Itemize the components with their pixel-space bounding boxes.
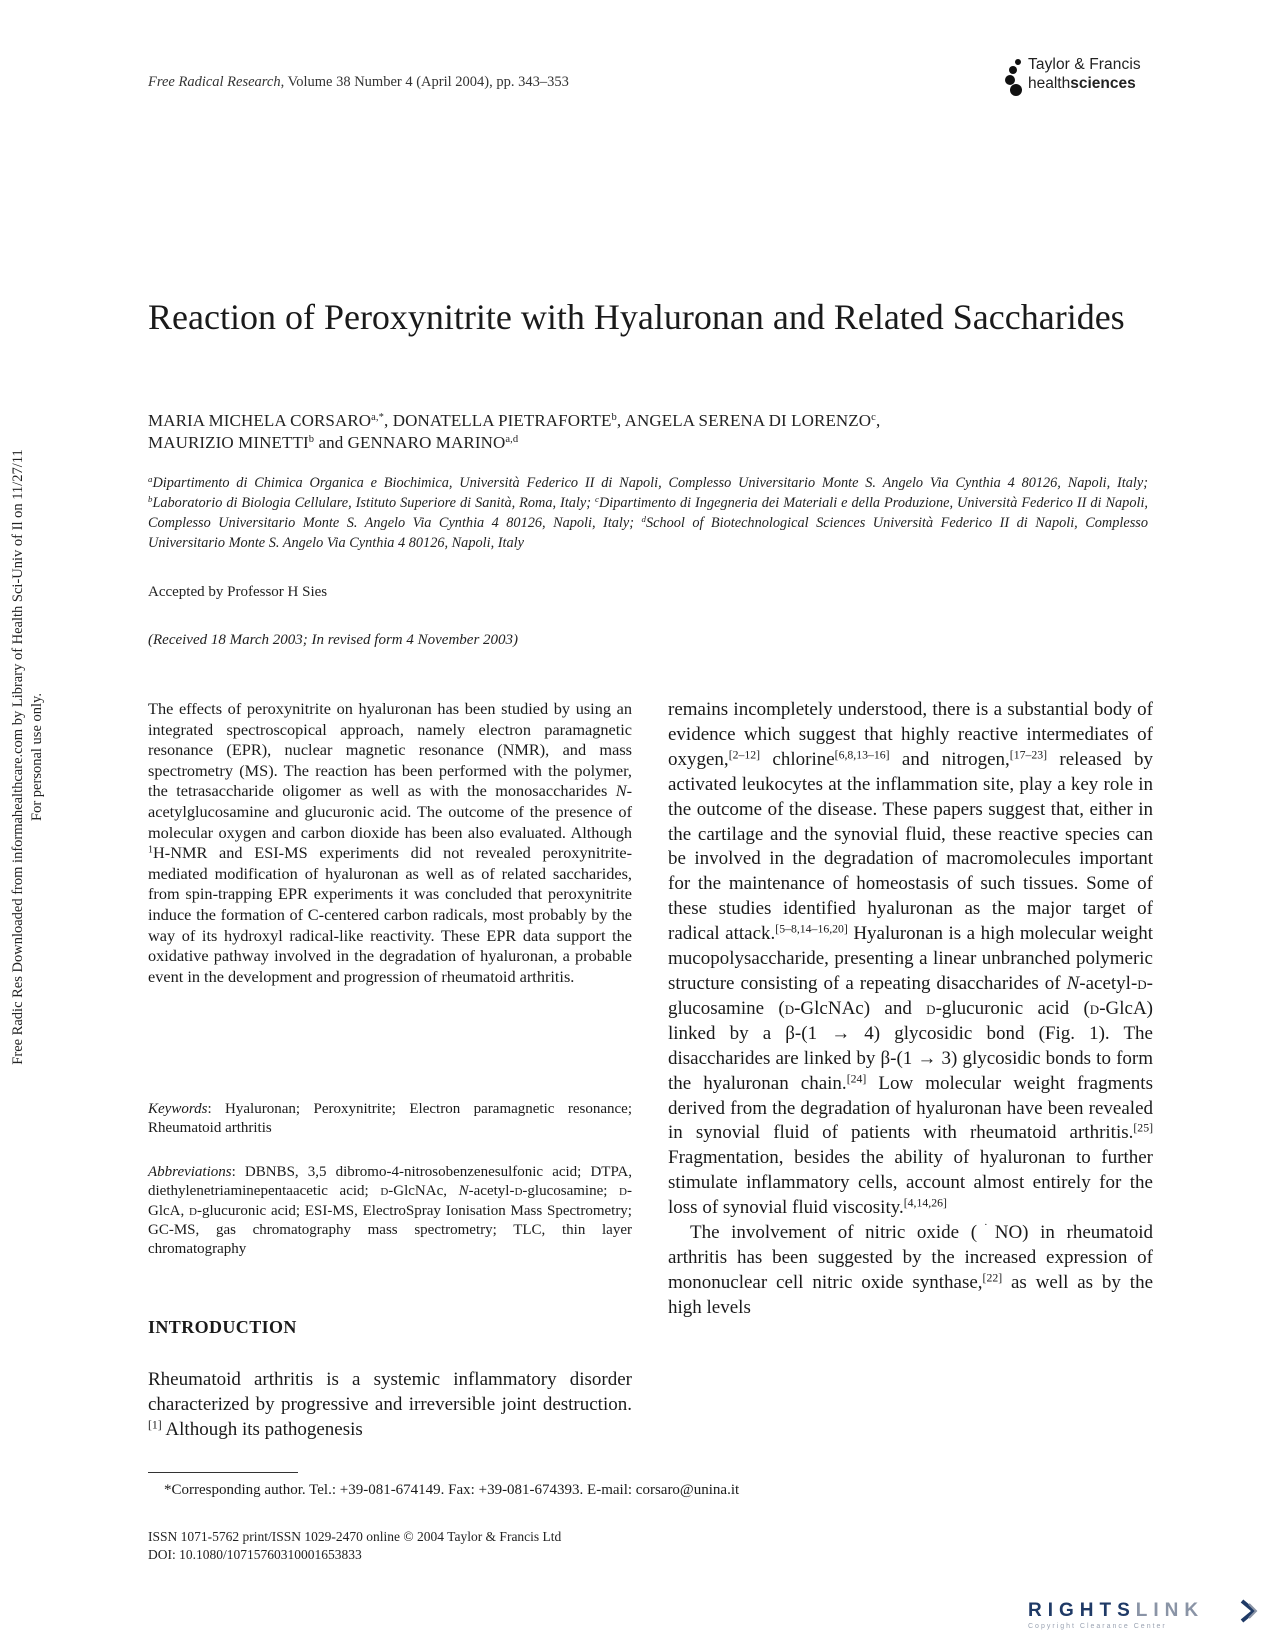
accepted-by: Accepted by Professor H Sies	[148, 584, 328, 600]
publisher-imprint: healthsciences	[1028, 75, 1136, 92]
issn-doi	[148, 1528, 561, 1564]
affiliation: Dipartimento di Ingegneria dei Materiali e della Produzione, Università Federico II di Napoli, Complesso Universitario Monte S. Angelo Via Cynthia 4 80126, Napoli, Italy;	[148, 495, 1148, 531]
citation: [4,14,26]	[903, 1196, 947, 1210]
journal-issue: , Volume 38 Number 4 (April 2004), pp. 343–353	[280, 74, 569, 90]
affiliation: Dipartimento di Chimica Organica e Biochimica, Università Federico II di Napoli, Complesso Universitario Monte S. Angelo Via Cynthia 4 80126, Napoli, Italy;	[152, 475, 1148, 491]
citation: [6,8,13–16]	[834, 748, 890, 762]
keywords-label: Keywords	[148, 1101, 208, 1117]
corresponding-author-footnote: *Corresponding author. Tel.: +39-081-674149. Fax: +39-081-674393. E-mail: corsaro@unina.it	[164, 1482, 740, 1498]
rightslink-arrow-icon	[1238, 1598, 1260, 1624]
publisher-logo-icon	[1004, 58, 1026, 96]
journal-name: Free Radical Research	[148, 74, 281, 90]
abbreviations: Abbreviations: DBNBS, 3,5 dibromo-4-nitrosobenzenesulfonic acid; DTPA, diethylenetriaminepentaacetic acid; d-GlcNAc, N-acetyl-d-glucosamine; d-GlcA, d-glucuronic acid; ESI-MS, ElectroSpray Ionisation Mass Spectrometry; GC-MS, gas chromatography mass spectrometry; TLC, thin layer chromatography	[148, 1164, 632, 1258]
issn-line: ISSN 1071-5762 print/ISSN 1029-2470 online © 2004 Taylor & Francis Ltd	[148, 1529, 562, 1544]
author: MARIA MICHELA CORSARO	[148, 411, 372, 430]
citation: [24]	[846, 1072, 867, 1086]
author-list: MARIA MICHELA $CORSARO^{a,*}$, DONATELLA PIETRAFORTE$^b$, ANGELA SERENA DI LORENZO$^c$, MAURIZIO MINETTI$^b$ and GENNARO MARINO$^{a,d}$	[148, 411, 881, 452]
download-stamp-line: For personal use only.	[29, 693, 45, 821]
citation: [5–8,14–16,20]	[775, 922, 848, 936]
rightslink-subtitle: Copyright Clearance Center	[1028, 1623, 1167, 1630]
citation: [2–12]	[728, 748, 761, 762]
affiliations: $^a$Dipartimento di Chimica Organica e Biochimica, Università Federico II di Napoli, Complesso Universitario Monte S. Angelo Via Cynthia 4 80126, Napoli, Italy; $^b$Laboratorio di Biologia Cellulare, Istituto Superiore di Sanità, Roma, Italy; $^c$Dipartimento di Ingegneria dei Materiali e della Produzione, Università Federico II di Napoli, Complesso Universitario Monte S. Angelo Via Cynthia 4 80126, Napoli, Italy; $^d$School of Biotechnological Sciences Università Federico II di Napoli, Complesso Universitario Monte S. Angelo Via Cynthia 4 80126, Napoli, Italy	[148, 474, 1148, 551]
author: ANGELA SERENA DI LORENZO	[624, 411, 872, 430]
received-dates: (Received 18 March 2003; In revised form 4 November 2003)	[148, 632, 519, 648]
introduction-text-right	[668, 698, 1153, 1321]
author: DONATELLA PIETRAFORTE	[392, 411, 612, 430]
article-title: Reaction of Peroxynitrite with Hyaluronan and Related Saccharides	[148, 297, 1125, 337]
author: GENNARO MARINO	[347, 433, 506, 452]
journal-citation	[148, 74, 569, 91]
abstract: The effects of peroxynitrite on hyaluronan has been studied by using an integrated spectroscopical approach, namely electron paramagnetic resonance (EPR), nuclear magnetic resonance (NMR), and mass spectrometry (MS). The reaction has been performed with the polymer, the tetrasaccharide oligomer as well as with the monosaccharides N-acetylglucosamine and glucuronic acid. The outcome of the presence of molecular oxygen and carbon dioxide has been also evaluated. Although $^1$H-NMR and ESI-MS experiments did not revealed peroxynitrite-mediated modification of hyaluronan as well as of related saccharides, from spin-trapping EPR experiments it was concluded that peroxynitrite induce the formation of C-centered carbon radicals, most probably by the way of its hydroxyl radical-like reactivity. These EPR data support the oxidative pathway involved in the degradation of hyaluronan, a probable event in the development and progression of rheumatoid arthritis.	[148, 699, 632, 986]
affiliation: School of Biotechnological Sciences Università Federico II di Napoli, Complesso Universitario Monte S. Angelo Via Cynthia 4 80126, Napoli, Italy	[148, 515, 1148, 551]
citation: [25]	[1133, 1121, 1153, 1135]
keywords: Keywords: Hyaluronan; Peroxynitrite; Electron paramagnetic resonance; Rheumatoid arthritis	[148, 1101, 632, 1136]
rightslink-logo[interactable]: RIGHTSLINK Copyright Clearance Center	[1028, 1598, 1258, 1634]
citation: [1]	[148, 1418, 162, 1432]
paragraph: The involvement of nitric oxide (˙NO) in rheumatoid arthritis has been suggested by the increased expression of mononuclear cell nitric oxide synthase,[22] as well as by the high levels	[668, 1221, 1154, 1318]
publisher-name: Taylor & Francis	[1028, 56, 1141, 73]
download-stamp	[0, 0, 70, 1651]
abbreviations-label: Abbreviations	[148, 1164, 232, 1180]
footnote-divider	[148, 1472, 298, 1473]
paragraph: remains incompletely understood, there is a substantial body of evidence which suggest that highly reactive intermediates of oxygen,[2–12] chlorine[6,8,13–16] and nitrogen,[17–23] released by activated leukocytes at the inflammation site, play a key role in the outcome of the disease. These papers suggest that, either in the cartilage and the synovial fluid, these reactive species can be involved in the degradation of macromolecules important for the maintenance of homeostasis of such tissues. Some of these studies identified hyaluronan as the major target of radical attack.[5–8,14–16,20] Hyaluronan is a high molecular weight mucopolysaccharide, presenting a linear unbranched polymeric structure consisting of a repeating disaccharides of N-acetyl-d-glucosamine (d-GlcNAc) and d-glucuronic acid (d-GlcA) linked by a β-(1 → 4) glycosidic bond (Fig. 1). The disaccharides are linked by β-(1 → 3) glycosidic bonds to form the hyaluronan chain.[24] Low molecular weight fragments derived from the degradation of hyaluronan have been revealed in synovial fluid of patients with rheumatoid arthritis.[25] Fragmentation, besides the ability of hyaluronan to further stimulate inflammatory cells, account almost entirely for the loss of synovial fluid viscosity.[4,14,26]	[668, 699, 1153, 1219]
doi-line: DOI: 10.1080/10715760310001653833	[148, 1547, 362, 1562]
author: MAURIZIO MINETTI	[148, 433, 309, 452]
publisher-logo	[1004, 54, 1164, 98]
download-stamp-line: Free Radic Res Downloaded from informahealthcare.com by Library of Health Sci-Univ of Il on 11/27/11	[10, 449, 26, 1065]
section-heading-introduction: INTRODUCTION	[148, 1317, 297, 1337]
citation: [22]	[982, 1271, 1003, 1285]
introduction-text-left: Rheumatoid arthritis is a systemic inflammatory disorder characterized by progressive and irreversible joint destruction.[1] Although its pathogenesis	[148, 1369, 632, 1440]
citation: [17–23]	[1009, 748, 1048, 762]
affiliation: Laboratorio di Biologia Cellulare, Istituto Superiore di Sanità, Roma, Italy;	[152, 495, 595, 511]
